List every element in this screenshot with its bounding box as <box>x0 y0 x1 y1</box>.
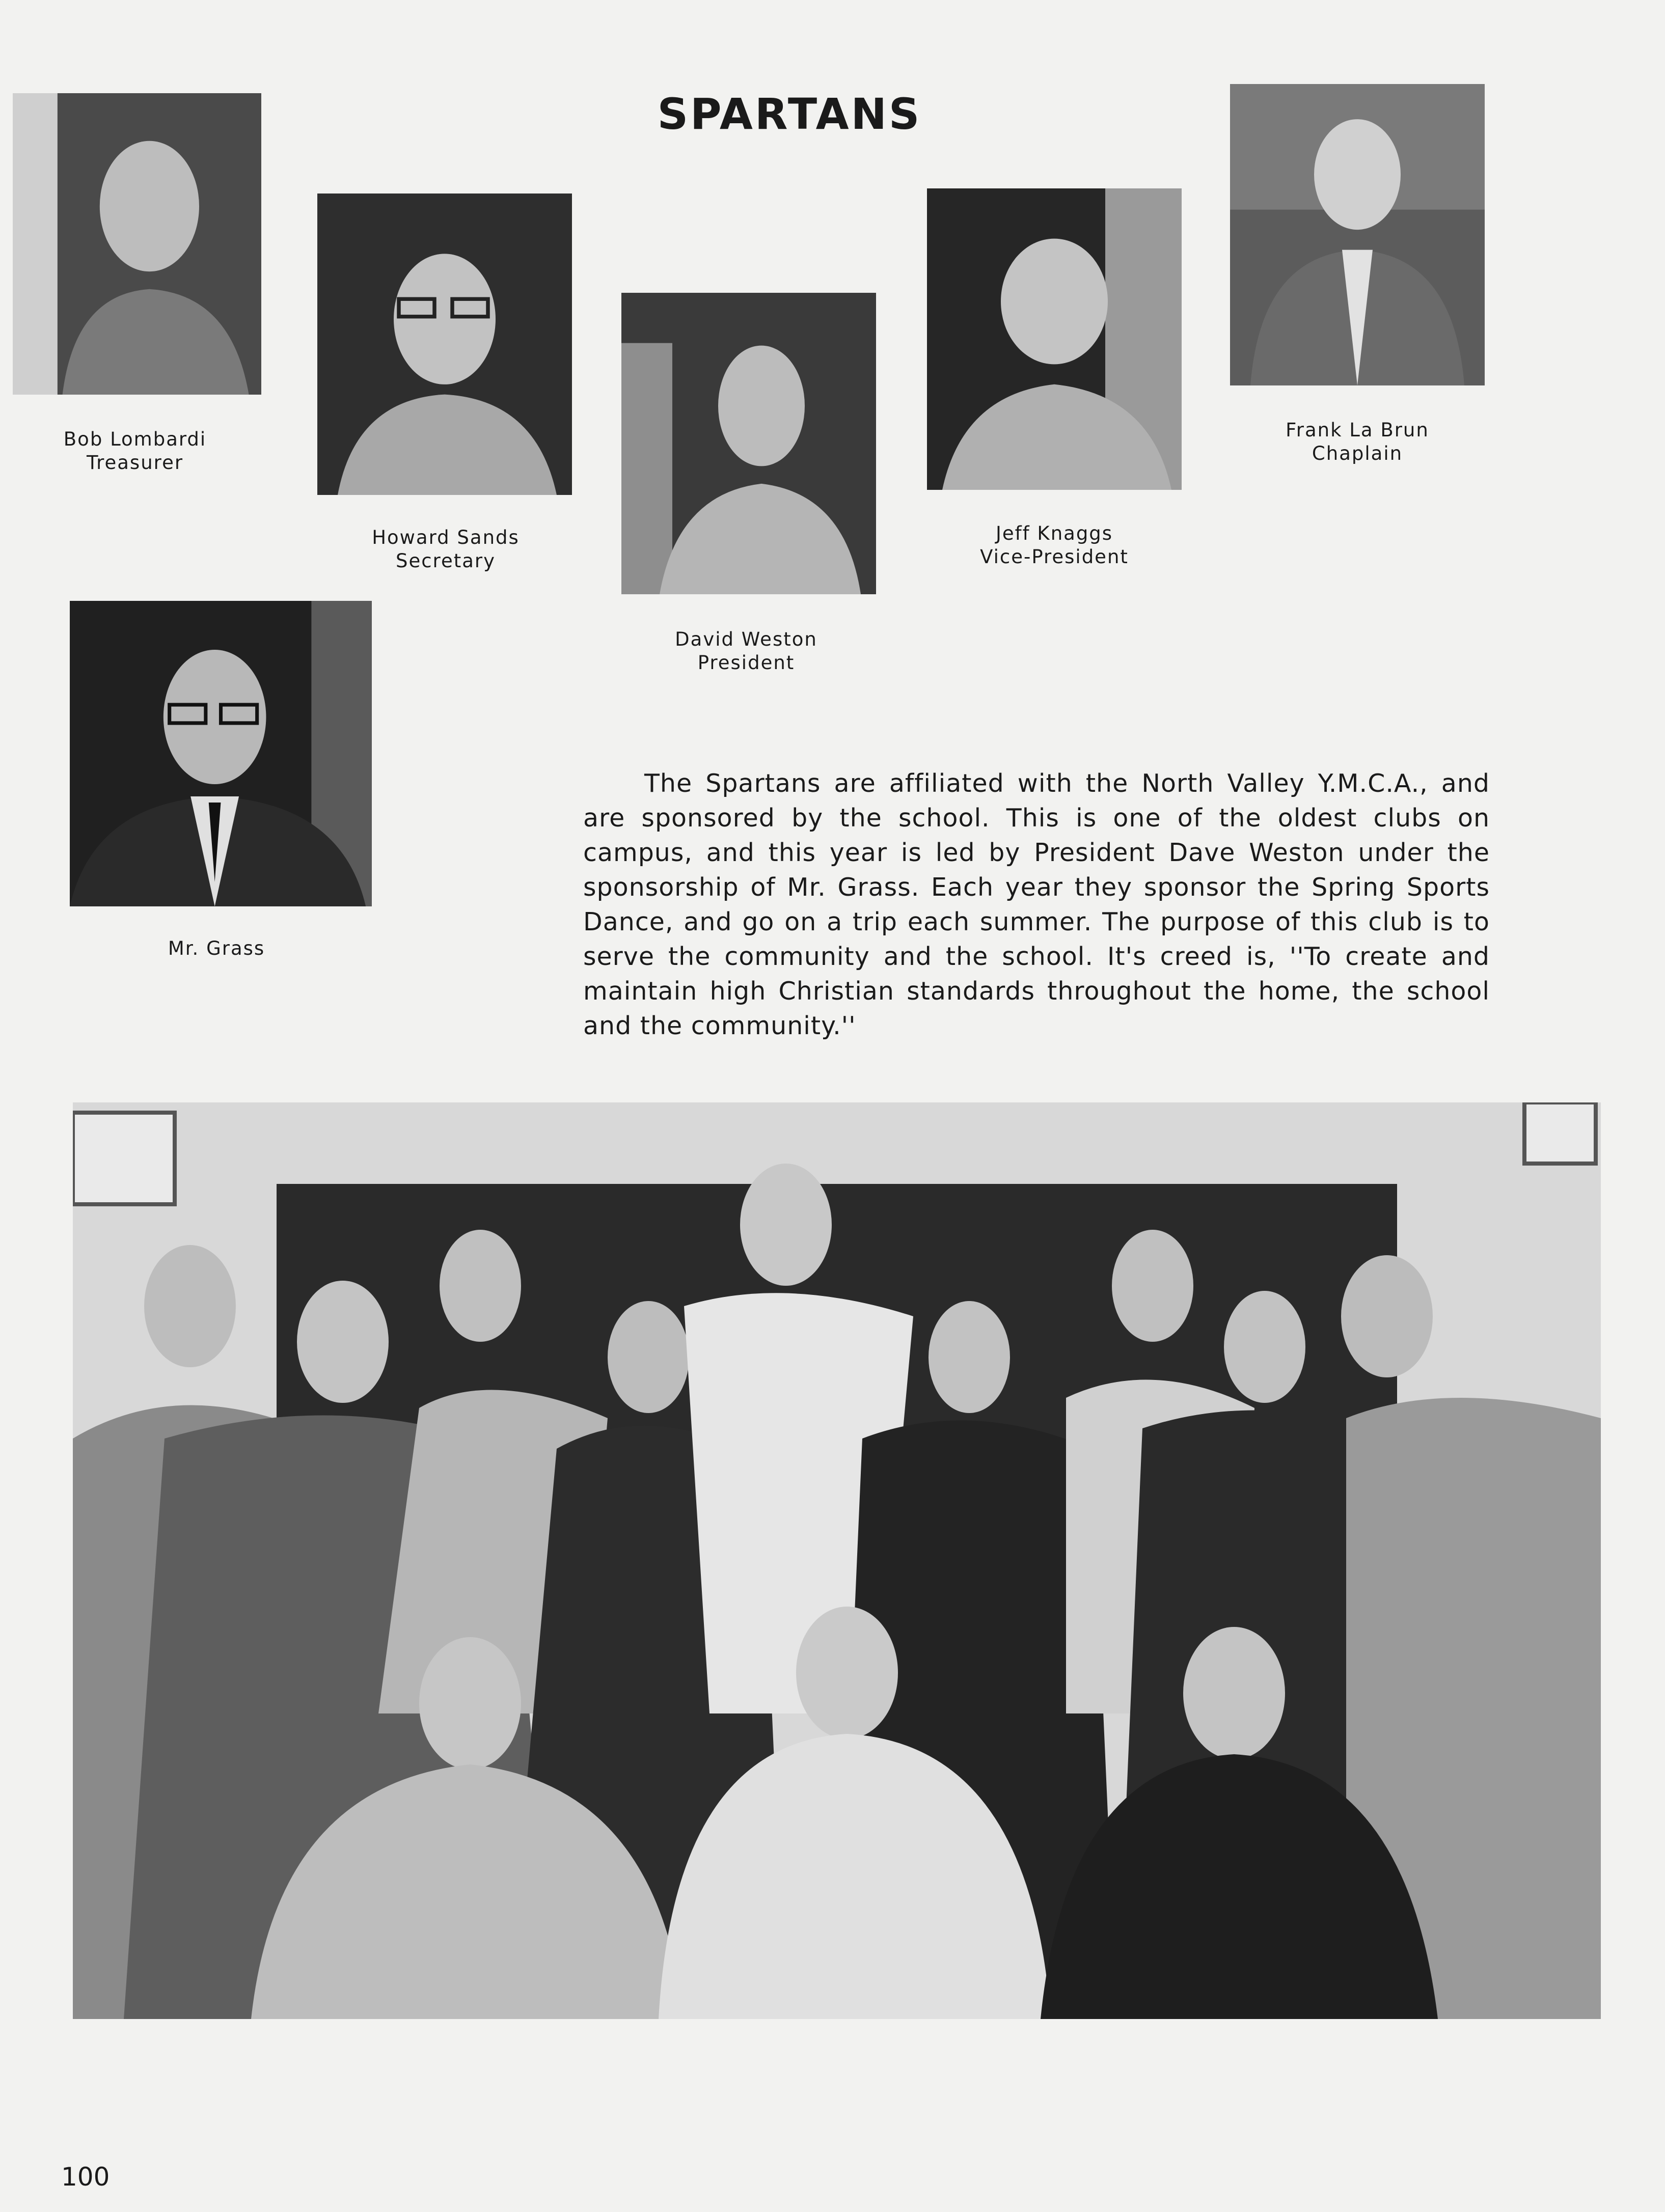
officer-name: Howard Sands <box>372 527 520 548</box>
caption-secretary <box>351 526 540 573</box>
caption-president <box>652 628 840 675</box>
caption-sponsor <box>122 937 311 960</box>
portrait-photo-sponsor <box>70 601 372 906</box>
officer-role: Secretary <box>395 550 496 572</box>
portrait-photo-chaplain <box>1230 84 1485 385</box>
caption-chaplain <box>1263 419 1452 465</box>
officer-name: David Weston <box>675 628 817 650</box>
caption-vice-president <box>958 522 1151 569</box>
article-paragraph: The Spartans are affiliated with the North Valley Y.M.C.A., and are sponsored by the school. This is one of the oldest clubs on campus, and this year is led by President Dave Weston under the sponsorship of Mr. Grass. Each year they sponsor the Spring Sports Dance, and go on a trip each summer. The purpose of this club is to serve the community and the school. It's creed is, ''To create and maintain high Christian standards throughout the home, the school and the community.'' <box>583 769 1490 1040</box>
group-photo <box>73 1102 1601 2019</box>
portrait-photo-president <box>621 293 876 594</box>
officer-role: Vice-President <box>980 546 1129 568</box>
page-title: SPARTANS <box>657 89 922 139</box>
officer-role: Chaplain <box>1312 443 1403 464</box>
portrait-photo-treasurer <box>13 93 261 395</box>
portrait-photo-vice-president <box>927 188 1182 490</box>
sponsor-name: Mr. Grass <box>168 937 265 959</box>
page-number: 100 <box>61 2162 110 2192</box>
portrait-photo-secretary <box>317 193 572 495</box>
caption-treasurer <box>41 428 229 475</box>
officer-name: Bob Lombardi <box>63 428 207 450</box>
article-text <box>583 766 1490 1043</box>
officer-role: President <box>697 652 795 674</box>
officer-role: Treasurer <box>86 452 184 474</box>
officer-name: Frank La Brun <box>1286 419 1429 441</box>
officer-name: Jeff Knaggs <box>995 522 1113 544</box>
